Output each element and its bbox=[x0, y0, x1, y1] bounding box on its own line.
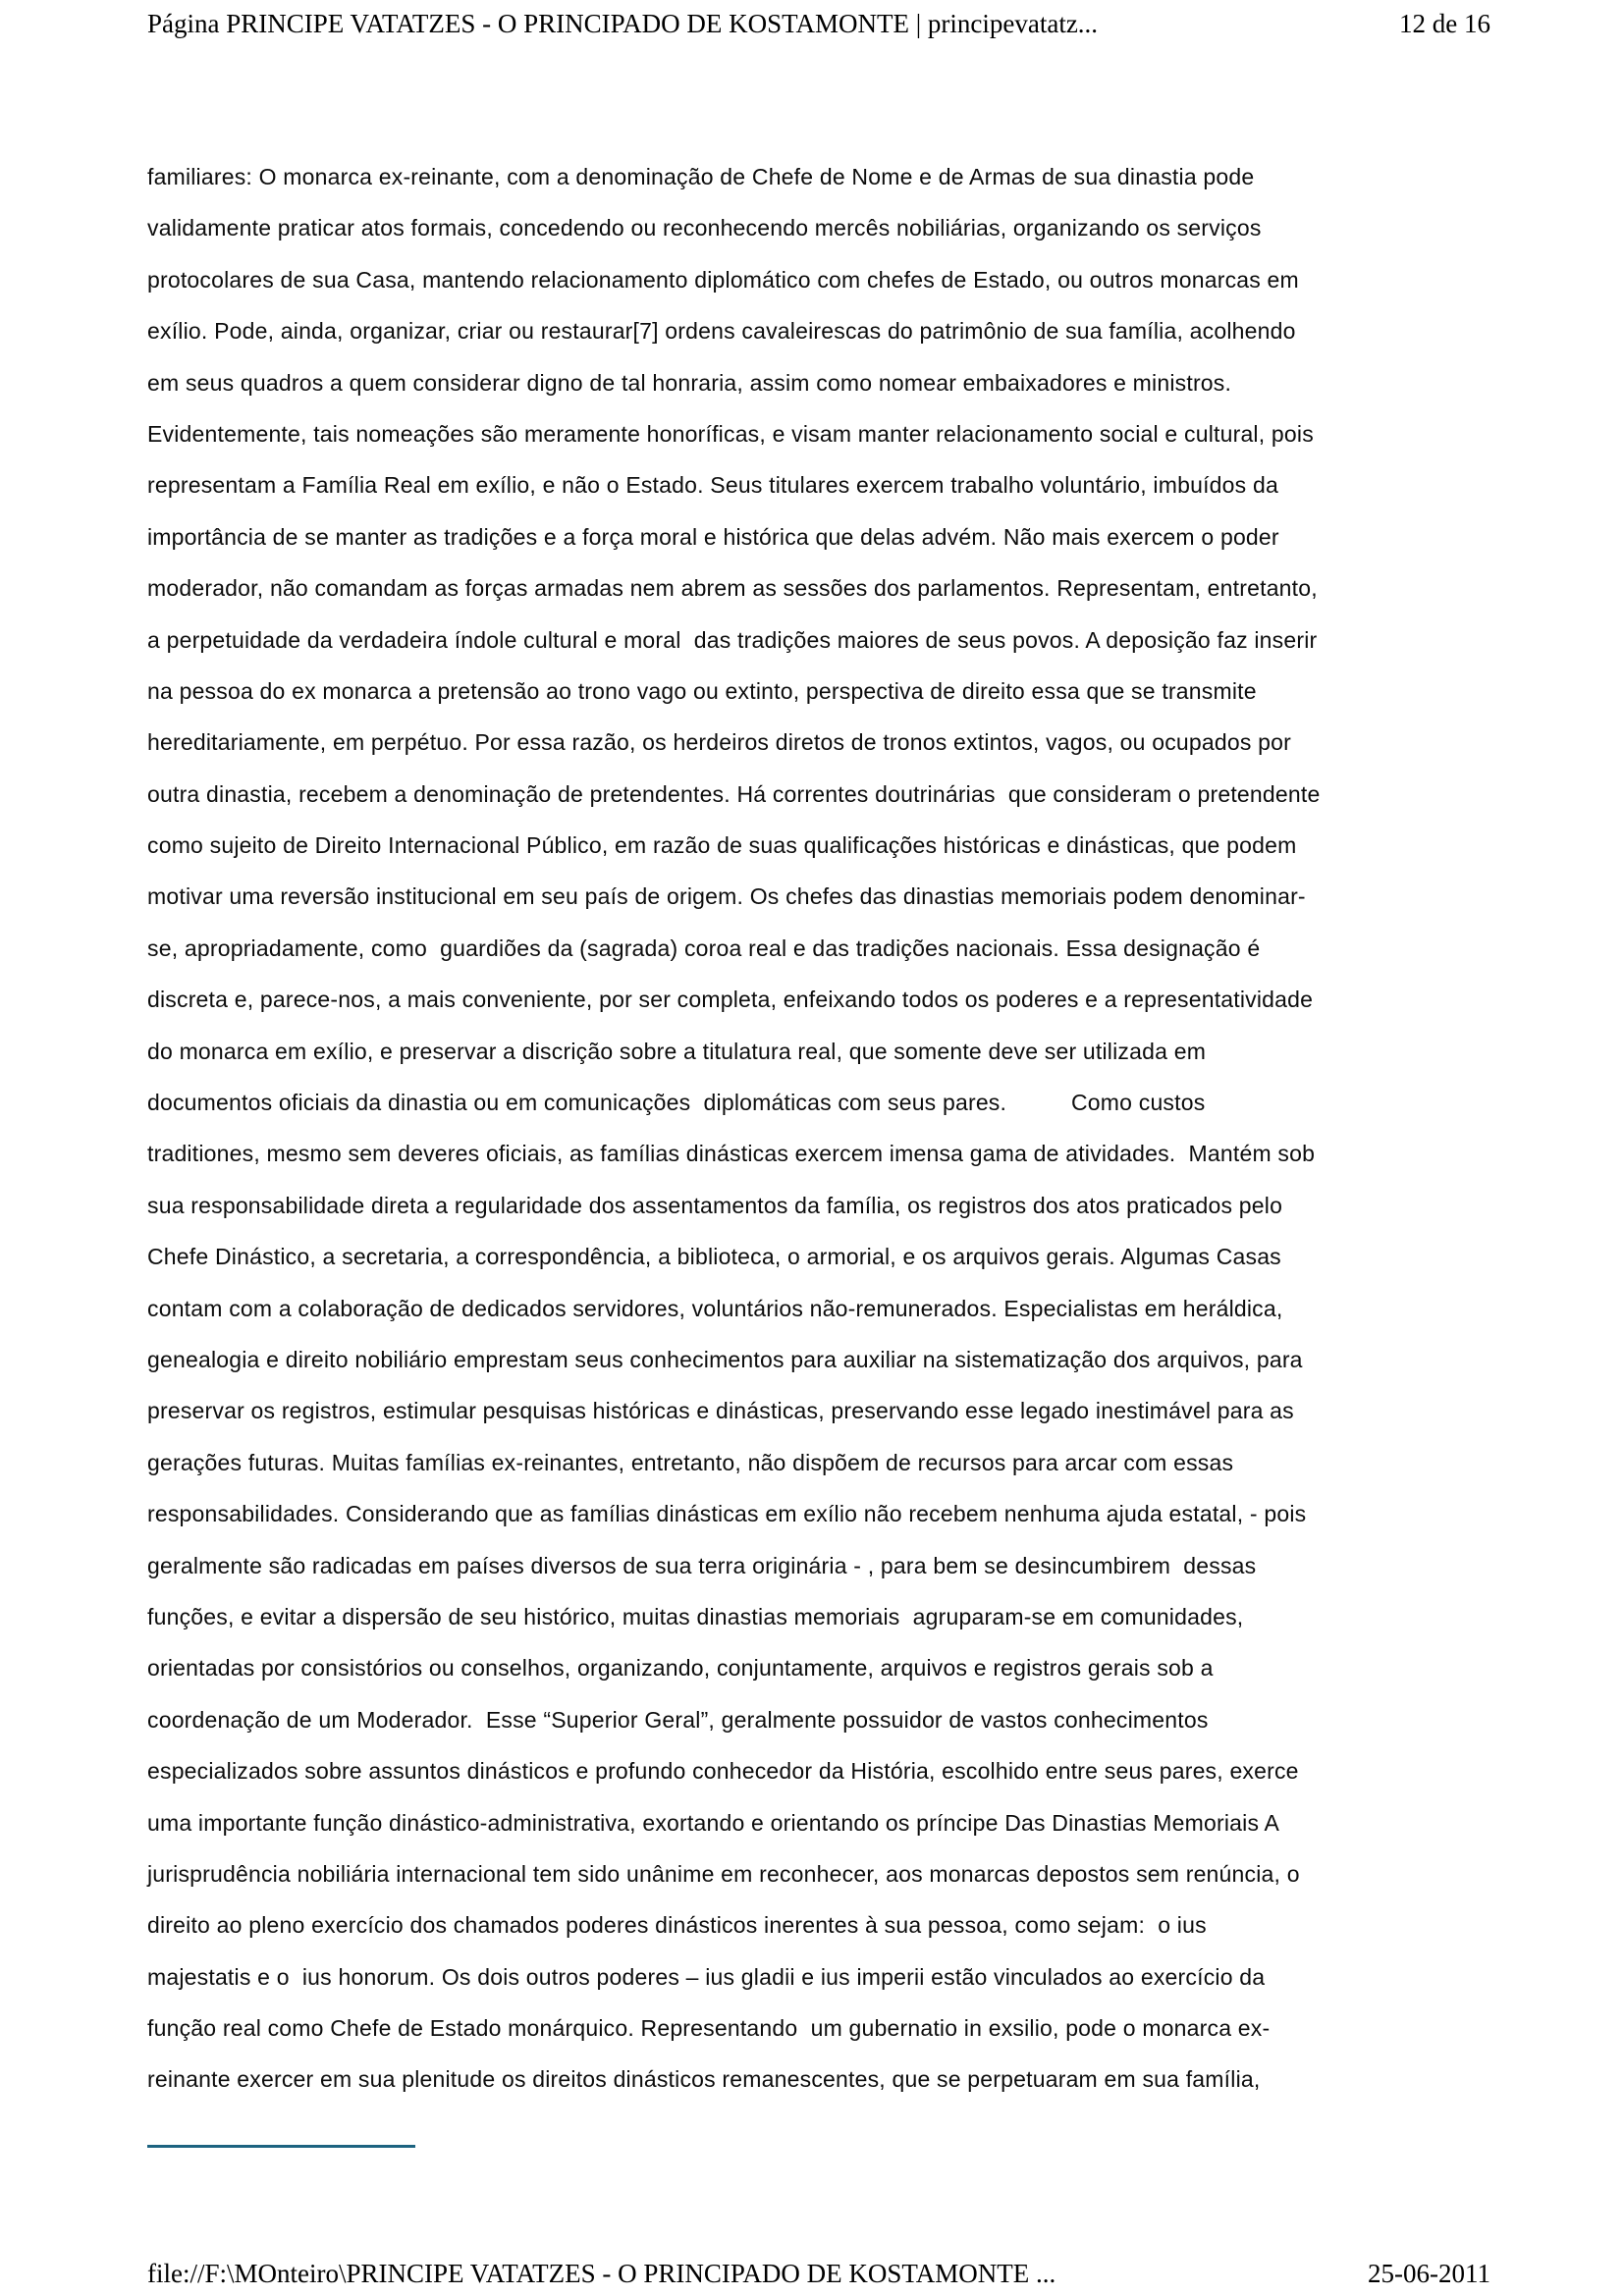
text-line: especializados sobre assuntos dinásticos e profundo conhecedor da História, escolhido entre seus pares, exerce bbox=[147, 1758, 1299, 1785]
text-line: validamente praticar atos formais, concedendo ou reconhecendo mercês nobiliárias, organizando os serviços bbox=[147, 215, 1262, 241]
text-line: exílio. Pode, ainda, organizar, criar ou restaurar[7] ordens cavaleirescas do patrimônio de sua família, acolhendo bbox=[147, 318, 1296, 345]
text-line: gerações futuras. Muitas famílias ex-reinantes, entretanto, não dispõem de recursos para arcar com essas bbox=[147, 1449, 1234, 1475]
text-line: função real como Chefe de Estado monárquico. Representando um gubernatio in exsilio, pode o monarca ex- bbox=[147, 2015, 1271, 2042]
text-line: reinante exercer em sua plenitude os direitos dinásticos remanescentes, que se perpetuaram em sua família, bbox=[147, 2066, 1261, 2093]
text-line: se, apropriadamente, como guardiões da (sagrada) coroa real e das tradições nacionais. Essa designação é bbox=[147, 934, 1261, 961]
print-date: 25-06-2011 bbox=[1368, 2259, 1490, 2288]
text-line: Evidentemente, tais nomeações são meramente honoríficas, e visam manter relacionamento social e cultural, pois bbox=[147, 420, 1314, 447]
text-line: jurisprudência nobiliária internacional tem sido unânime em reconhecer, aos monarcas depostos sem renúncia, o bbox=[147, 1860, 1300, 1887]
text-line: em seus quadros a quem considerar digno de tal honraria, assim como nomear embaixadores e ministros. bbox=[147, 369, 1232, 396]
text-line: representam a Família Real em exílio, e não o Estado. Seus titulares exercem trabalho voluntário, imbuídos da bbox=[147, 472, 1278, 499]
text-line: hereditariamente, em perpétuo. Por essa razão, os herdeiros diretos de tronos extintos, vagos, ou ocupados por bbox=[147, 729, 1291, 756]
text-line: do monarca em exílio, e preservar a discrição sobre a titulatura real, que somente deve ser utilizada em bbox=[147, 1038, 1207, 1064]
text-line: majestatis e o ius honorum. Os dois outros poderes – ius gladii e ius imperii estão vinculados ao exercício da bbox=[147, 1963, 1266, 1990]
text-line: a perpetuidade da verdadeira índole cultural e moral das tradições maiores de seus povos. A deposição faz inserir bbox=[147, 626, 1318, 653]
text-line: direito ao pleno exercício dos chamados poderes dinásticos inerentes à sua pessoa, como sejam: o ius bbox=[147, 1912, 1207, 1939]
text-line: documentos oficiais da dinastia ou em comunicações diplomáticas com seus pares. Como custos bbox=[147, 1090, 1206, 1116]
text-line: uma importante função dinástico-administrativa, exortando e orientando os príncipe Das Dinastias Memoriais A bbox=[147, 1809, 1280, 1836]
document-body bbox=[147, 151, 1551, 2106]
print-footer bbox=[147, 2258, 1490, 2289]
text-line: funções, e evitar a dispersão de seu histórico, muitas dinastias memoriais agruparam-se em comunidades, bbox=[147, 1603, 1244, 1629]
page-title: Página PRINCIPE VATATZES - O PRINCIPADO DE KOSTAMONTE | principevatatz... bbox=[147, 9, 1099, 38]
print-header bbox=[147, 8, 1490, 39]
text-line: familiares: O monarca ex-reinante, com a denominação de Chefe de Nome e de Armas de sua dinastia pode bbox=[147, 164, 1255, 189]
text-line: responsabilidades. Considerando que as famílias dinásticas em exílio não recebem nenhuma ajuda estatal, - pois bbox=[147, 1501, 1307, 1527]
text-line: Chefe Dinástico, a secretaria, a correspondência, a biblioteca, o armorial, e os arquivos gerais. Algumas Casas bbox=[147, 1244, 1281, 1270]
text-line: preservar os registros, estimular pesquisas históricas e dinásticas, preservando esse legado inestimável para as bbox=[147, 1398, 1294, 1424]
text-line: protocolares de sua Casa, mantendo relacionamento diplomático com chefes de Estado, ou outros monarcas em bbox=[147, 266, 1299, 293]
footnote-rule bbox=[147, 2145, 415, 2148]
text-line: motivar uma reversão institucional em seu país de origem. Os chefes das dinastias memoriais podem denominar- bbox=[147, 883, 1306, 910]
text-line: sua responsabilidade direta a regularidade dos assentamentos da família, os registros dos atos praticados pelo bbox=[147, 1192, 1283, 1218]
text-line: coordenação de um Moderador. Esse “Superior Geral”, geralmente possuidor de vastos conhecimentos bbox=[147, 1706, 1209, 1733]
text-line: na pessoa do ex monarca a pretensão ao trono vago ou extinto, perspectiva de direito essa que se transmite bbox=[147, 677, 1257, 704]
text-line: moderador, não comandam as forças armadas nem abrem as sessões dos parlamentos. Representam, entretanto, bbox=[147, 575, 1318, 602]
text-line: orientadas por consistórios ou conselhos, organizando, conjuntamente, arquivos e registros gerais sob a bbox=[147, 1655, 1214, 1682]
text-line: importância de se manter as tradições e a força moral e histórica que delas advém. Não mais exercem o poder bbox=[147, 523, 1279, 550]
text-line: traditiones, mesmo sem deveres oficiais, as famílias dinásticas exercem imensa gama de atividades. Mantém sob bbox=[147, 1141, 1316, 1167]
text-line: como sujeito de Direito Internacional Público, em razão de suas qualificações históricas e dinásticas, que podem bbox=[147, 832, 1297, 859]
text-line: contam com a colaboração de dedicados servidores, voluntários não-remunerados. Especialistas em heráldica, bbox=[147, 1295, 1283, 1321]
page-number: 12 de 16 bbox=[1399, 9, 1490, 38]
text-line: genealogia e direito nobiliário emprestam seus conhecimentos para auxiliar na sistematização dos arquivos, para bbox=[147, 1346, 1303, 1372]
file-path: file://F:\MOnteiro\PRINCIPE VATATZES - O PRINCIPADO DE KOSTAMONTE ... bbox=[147, 2259, 1056, 2288]
text-line: discreta e, parece-nos, a mais conveniente, por ser completa, enfeixando todos os poderes e a representatividade bbox=[147, 987, 1314, 1013]
text-line: geralmente são radicadas em países diversos de sua terra originária - , para bem se desincumbirem dessas bbox=[147, 1552, 1257, 1578]
text-line: outra dinastia, recebem a denominação de pretendentes. Há correntes doutrinárias que consideram o pretendente bbox=[147, 780, 1321, 807]
